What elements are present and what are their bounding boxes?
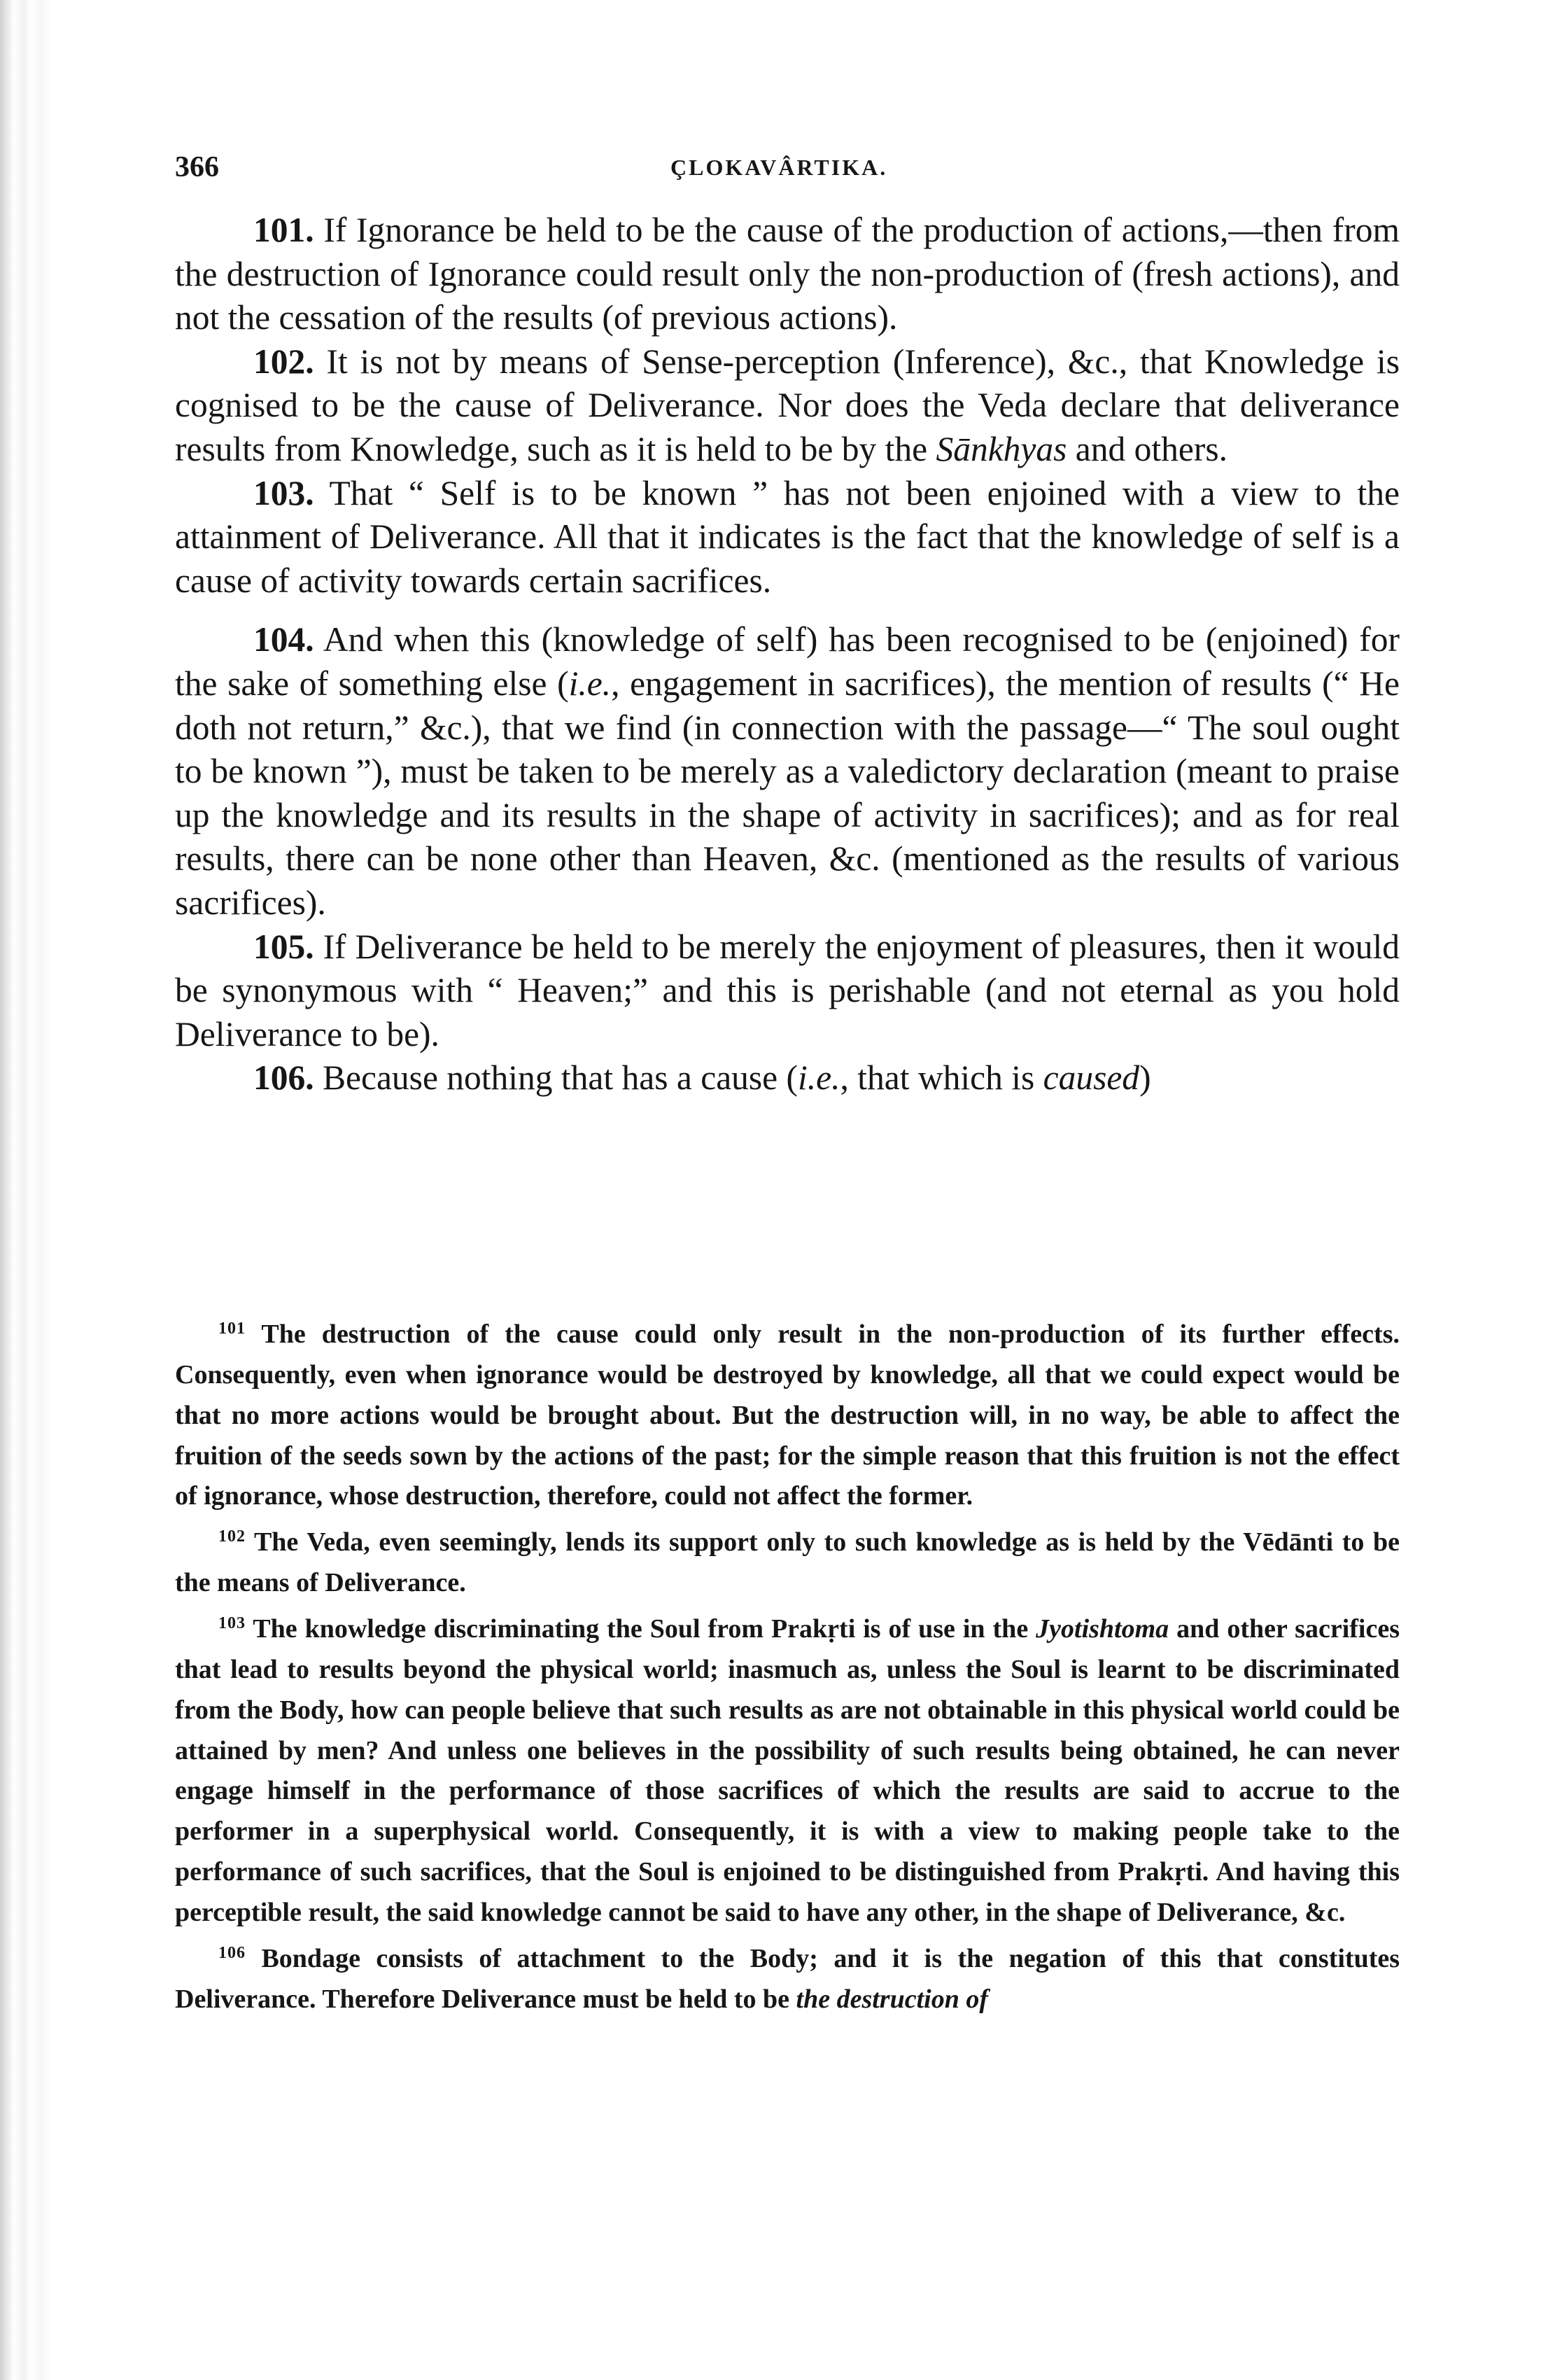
footnote-number: 106 bbox=[218, 1943, 246, 1962]
verse-number: 106. bbox=[253, 1058, 314, 1098]
footnote-text: The destruction of the cause could only result in the non-production of its further effects. Consequently, even when ignorance would be destroyed by knowledge, all that we could expect would be that no more actions would be brought about. But the destruction will, in no way, be able to affect the fruition of the seeds sown by the actions of the past; for the simple reason that this fruition is not the effect of ignorance, whose destruction, therefore, could not affect the former. bbox=[175, 1320, 1400, 1511]
footnote-number: 102 bbox=[218, 1527, 246, 1546]
footnote-101 bbox=[175, 1309, 1400, 1517]
verse-text-end: and others. bbox=[1067, 429, 1227, 468]
verse-number: 105. bbox=[253, 927, 314, 966]
verse-103 bbox=[175, 472, 1400, 603]
footnote-106 bbox=[175, 1933, 1400, 2020]
verse-number: 104. bbox=[253, 620, 314, 659]
footnote-italic-term: Jyotishtoma bbox=[1036, 1614, 1169, 1644]
footnote-102 bbox=[175, 1517, 1400, 1604]
verse-text-mid: , that which is bbox=[840, 1058, 1043, 1098]
verse-italic-term: caused bbox=[1043, 1058, 1140, 1098]
verse-text: Because nothing that has a cause ( bbox=[323, 1058, 798, 1098]
verse-104 bbox=[175, 618, 1400, 925]
footnote-text-end: and other sacrifices that lead to results beyond the physical world; inasmuch as, unless the Soul is learnt to be discriminated from the Body, how can people believe that such results as are not obtainable in this physical world could be attained by men? And unless one believes in the possibility of such results being obtained, he can never engage himself in the performance of those sacrifices of which the results are said to accrue to the performer in a superphysical world. Consequently, it is with a view to making people take to the performance of such sacrifices, that the Soul is enjoined to be distinguished from Prakṛti. And having this perceptible result, the said knowledge cannot be said to have any other, in the shape of Deliverance, &c. bbox=[175, 1614, 1400, 1927]
verse-text: And when this (knowledge of self) has been recognised to be (enjoined) for the sake of something else ( bbox=[175, 620, 1400, 703]
footnote-number: 101 bbox=[218, 1320, 246, 1338]
verse-text-end: , engagement in sacrifices), the mention of results (“ He doth not return,” &c.), that we find (in connection with the passage—“ The soul ought to be known ”), must be taken to be merely as a valedictory declaration (meant to praise up the knowledge and its results in the shape of activity in sacrifices); and as for real results, there can be none other than Heaven, &c. (mentioned as the results of various sacrifices). bbox=[175, 664, 1400, 922]
verse-text: It is not by means of Sense-perception (Inference), &c., that Knowledge is cognised to be the cause of Deliverance. Nor does the Veda declare that deliverance results from Knowledge, such as it is held to be by the bbox=[175, 342, 1400, 468]
verse-106 bbox=[175, 1056, 1400, 1100]
verse-text: That “ Self is to be known ” has not been enjoined with a view to the attainment of Deliverance. All that it indicates is the fact that the knowledge of self is a cause of activity towards certain sacrifices. bbox=[175, 473, 1400, 600]
verse-italic-term: i.e. bbox=[568, 664, 612, 703]
verse-text: If Deliverance be held to be merely the enjoyment of pleasures, then it would be synonymous with “ Heaven;” and this is perishable (and not eternal as you hold Deliverance to be). bbox=[175, 927, 1400, 1054]
verse-101 bbox=[175, 209, 1400, 340]
footnote-text: Bondage consists of attachment to the Body; and it is the negation of this that constitutes Deliverance. Therefore Deliverance must be held to be bbox=[175, 1943, 1400, 2014]
verse-italic-term: Sānkhyas bbox=[936, 429, 1067, 468]
footnote-text: The knowledge discriminating the Soul from Prakṛti is of use in the bbox=[253, 1614, 1036, 1644]
footnote-text: The Veda, even seemingly, lends its support only to such knowledge as is held by the Vēdānti to be the means of Deliverance. bbox=[175, 1527, 1400, 1598]
running-title: ÇLOKAVÂRTIKA. bbox=[670, 155, 888, 180]
verse-text: If Ignorance be held to be the cause of the production of actions,—then from the destruction of Ignorance could result only the non-production of (fresh actions), and not the cessation of the results (of previous actions). bbox=[175, 211, 1400, 337]
verse-number: 101. bbox=[253, 211, 314, 249]
book-gutter-shadow bbox=[0, 0, 52, 2380]
footnote-italic-term: the destruction of bbox=[796, 1984, 988, 2014]
page-number: 366 bbox=[175, 151, 219, 183]
footnote-103 bbox=[175, 1604, 1400, 1933]
page-header bbox=[175, 150, 1400, 192]
main-text bbox=[175, 209, 1400, 1100]
footnotes bbox=[175, 1309, 1400, 2019]
verse-number: 102. bbox=[253, 342, 314, 381]
verse-text-end: ) bbox=[1139, 1058, 1151, 1098]
verse-italic-term: i.e. bbox=[798, 1058, 840, 1098]
verse-number: 103. bbox=[253, 473, 314, 512]
verse-105 bbox=[175, 925, 1400, 1057]
verse-102 bbox=[175, 340, 1400, 472]
footnote-number: 103 bbox=[218, 1614, 246, 1632]
